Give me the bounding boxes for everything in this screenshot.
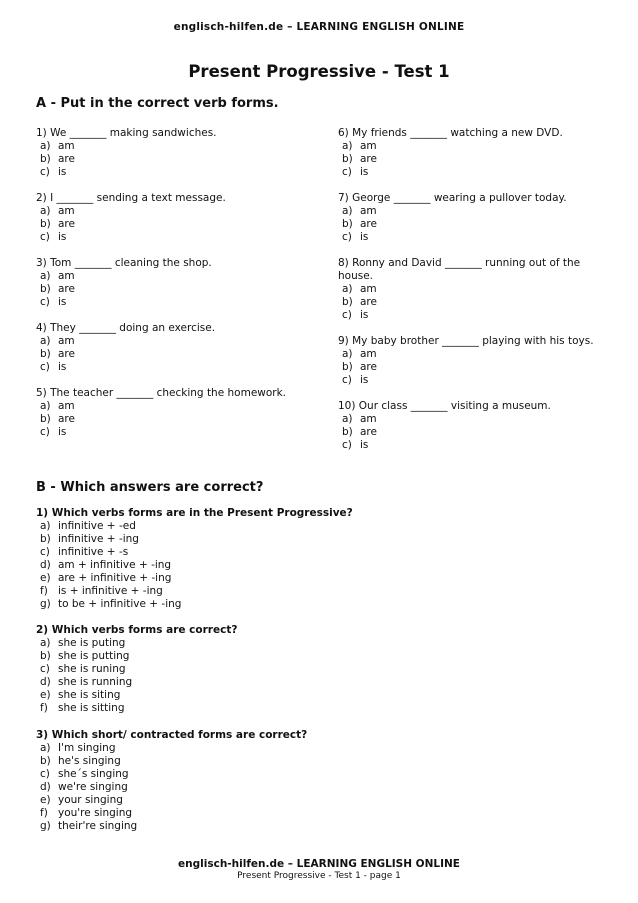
- answer-option[interactable]: [36, 781, 596, 794]
- answer-option[interactable]: [36, 663, 596, 676]
- option-letter: b): [40, 533, 51, 545]
- question-item: [338, 192, 604, 244]
- option-text: she is sitting: [58, 702, 125, 714]
- option-text: is: [58, 231, 67, 243]
- answer-option[interactable]: [36, 807, 596, 820]
- answer-option[interactable]: [36, 153, 311, 166]
- option-letter: a): [342, 283, 353, 295]
- page-header: englisch-hilfen.de – LEARNING ENGLISH ONLINE: [173, 21, 465, 33]
- section-b-question-3: [36, 729, 596, 833]
- option-letter: e): [40, 572, 51, 584]
- answer-option[interactable]: [338, 231, 604, 244]
- option-letter: d): [40, 559, 51, 571]
- option-text: am: [360, 205, 377, 217]
- option-letter: a): [40, 742, 51, 754]
- answer-option[interactable]: [338, 296, 604, 309]
- answer-option[interactable]: [36, 348, 311, 361]
- footer-page-info: Present Progressive - Test 1 - page 1: [237, 871, 401, 881]
- option-text: are: [58, 413, 75, 425]
- section-b-question-2: [36, 624, 596, 715]
- option-letter: b): [40, 348, 51, 360]
- answer-option[interactable]: [36, 533, 596, 546]
- option-letter: d): [40, 781, 51, 793]
- question-text: 1) Which verbs forms are in the Present Progressive?: [36, 507, 353, 519]
- section-b-question-1: [36, 507, 596, 611]
- option-text: are + infinitive + -ing: [58, 572, 172, 584]
- option-text: are: [58, 283, 75, 295]
- answer-option[interactable]: [338, 205, 604, 218]
- page-title: Present Progressive - Test 1: [188, 62, 450, 81]
- answer-option[interactable]: [36, 572, 596, 585]
- answer-option[interactable]: [36, 520, 596, 533]
- answer-option[interactable]: [36, 166, 311, 179]
- option-text: are: [360, 426, 377, 438]
- question-item: [36, 322, 311, 374]
- answer-option[interactable]: [338, 166, 604, 179]
- option-letter: c): [40, 426, 50, 438]
- option-letter: b): [342, 361, 353, 373]
- question-text: 2) Which verbs forms are correct?: [36, 624, 238, 636]
- option-letter: a): [40, 140, 51, 152]
- option-text: infinitive + -s: [58, 546, 129, 558]
- option-text: are: [360, 218, 377, 230]
- option-letter: b): [40, 218, 51, 230]
- answer-option[interactable]: [338, 426, 604, 439]
- option-letter: b): [40, 755, 51, 767]
- answer-option[interactable]: [338, 361, 604, 374]
- option-letter: b): [40, 283, 51, 295]
- answer-option[interactable]: [36, 140, 311, 153]
- option-letter: c): [342, 374, 352, 386]
- footer-site: englisch-hilfen.de – LEARNING ENGLISH ONLINE: [178, 858, 460, 870]
- option-text: is: [58, 361, 67, 373]
- option-text: your singing: [58, 794, 123, 806]
- option-text: are: [58, 218, 75, 230]
- option-letter: g): [40, 598, 51, 610]
- option-letter: c): [40, 166, 50, 178]
- option-letter: e): [40, 689, 51, 701]
- answer-option[interactable]: [36, 546, 596, 559]
- option-text: am: [360, 413, 377, 425]
- question-text: 5) The teacher _______ checking the homework.: [36, 387, 287, 399]
- page-footer: [0, 858, 638, 881]
- option-text: are: [360, 153, 377, 165]
- option-letter: f): [40, 585, 48, 597]
- option-text: are: [360, 361, 377, 373]
- answer-option[interactable]: [36, 335, 311, 348]
- answer-option[interactable]: [36, 559, 596, 572]
- option-letter: g): [40, 820, 51, 832]
- answer-option[interactable]: [36, 361, 311, 374]
- option-text: she´s singing: [58, 768, 129, 780]
- option-letter: a): [342, 205, 353, 217]
- question-text: 10) Our class _______ visiting a museum.: [338, 400, 551, 412]
- answer-option[interactable]: [338, 374, 604, 387]
- option-text: to be + infinitive + -ing: [58, 598, 182, 610]
- option-text: she is siting: [58, 689, 121, 701]
- option-text: is: [58, 426, 67, 438]
- option-letter: b): [40, 153, 51, 165]
- option-letter: c): [40, 361, 50, 373]
- answer-option[interactable]: [338, 439, 604, 452]
- question-text: 4) They _______ doing an exercise.: [36, 322, 216, 334]
- option-letter: a): [342, 348, 353, 360]
- option-letter: b): [40, 413, 51, 425]
- answer-option[interactable]: [36, 296, 311, 309]
- answer-option[interactable]: [36, 270, 311, 283]
- option-letter: a): [40, 520, 51, 532]
- option-text: am: [360, 348, 377, 360]
- option-text: am: [58, 270, 75, 282]
- answer-option[interactable]: [338, 309, 604, 322]
- answer-option[interactable]: [36, 400, 311, 413]
- answer-option[interactable]: [338, 283, 604, 296]
- answer-option[interactable]: [36, 702, 596, 715]
- option-text: am: [58, 205, 75, 217]
- question-item: [36, 192, 311, 244]
- option-text: infinitive + -ed: [58, 520, 136, 532]
- option-letter: d): [40, 676, 51, 688]
- answer-option[interactable]: [338, 140, 604, 153]
- option-text: is: [360, 374, 369, 386]
- answer-option[interactable]: [36, 637, 596, 650]
- option-text: is: [360, 166, 369, 178]
- answer-option[interactable]: [338, 218, 604, 231]
- option-text: am: [58, 140, 75, 152]
- option-letter: c): [342, 231, 352, 243]
- answer-option[interactable]: [36, 689, 596, 702]
- answer-option[interactable]: [36, 650, 596, 663]
- question-item: [338, 335, 604, 387]
- option-letter: b): [40, 650, 51, 662]
- answer-option[interactable]: [338, 153, 604, 166]
- option-letter: c): [342, 439, 352, 451]
- option-letter: b): [342, 153, 353, 165]
- option-letter: c): [40, 546, 50, 558]
- answer-option[interactable]: [36, 426, 311, 439]
- option-letter: b): [342, 218, 353, 230]
- question-item: [338, 127, 604, 179]
- question-item: [36, 257, 311, 309]
- option-text: she is running: [58, 676, 133, 688]
- answer-option[interactable]: [36, 283, 311, 296]
- answer-option[interactable]: [36, 218, 311, 231]
- option-letter: a): [40, 205, 51, 217]
- answer-option[interactable]: [36, 755, 596, 768]
- option-text: are: [58, 153, 75, 165]
- question-text: 1) We _______ making sandwiches.: [36, 127, 217, 139]
- question-text: 6) My friends _______ watching a new DVD.: [338, 127, 563, 139]
- option-letter: c): [40, 296, 50, 308]
- option-text: am: [360, 140, 377, 152]
- option-letter: f): [40, 702, 48, 714]
- answer-option[interactable]: [36, 768, 596, 781]
- option-text: is: [58, 166, 67, 178]
- option-text: is: [58, 296, 67, 308]
- section-a-heading: A - Put in the correct verb forms.: [36, 96, 279, 111]
- answer-option[interactable]: [36, 598, 596, 611]
- option-text: she is runing: [58, 663, 126, 675]
- option-text: are: [58, 348, 75, 360]
- option-letter: e): [40, 794, 51, 806]
- answer-option[interactable]: [36, 585, 596, 598]
- question-text: 2) I _______ sending a text message.: [36, 192, 226, 204]
- answer-option[interactable]: [338, 413, 604, 426]
- question-text: 3) Which short/ contracted forms are correct?: [36, 729, 308, 741]
- question-item: [36, 387, 311, 439]
- option-text: am: [58, 400, 75, 412]
- option-text: infinitive + -ing: [58, 533, 139, 545]
- question-text: 8) Ronny and David _______ running out of the house.: [338, 257, 581, 282]
- question-item: [36, 127, 311, 179]
- option-text: is: [360, 309, 369, 321]
- option-letter: c): [40, 768, 50, 780]
- option-text: are: [360, 296, 377, 308]
- option-text: is + infinitive + -ing: [58, 585, 163, 597]
- section-b-heading: B - Which answers are correct?: [36, 480, 264, 495]
- option-letter: a): [40, 270, 51, 282]
- option-text: you're singing: [58, 807, 133, 819]
- option-letter: a): [40, 335, 51, 347]
- answer-option[interactable]: [338, 348, 604, 361]
- option-text: is: [360, 439, 369, 451]
- option-letter: c): [342, 309, 352, 321]
- option-text: he's singing: [58, 755, 121, 767]
- option-text: she is puting: [58, 637, 126, 649]
- option-text: we're singing: [58, 781, 128, 793]
- option-text: is: [360, 231, 369, 243]
- question-text: 7) George _______ wearing a pullover today.: [338, 192, 567, 204]
- answer-option[interactable]: [36, 820, 596, 833]
- option-letter: c): [342, 166, 352, 178]
- option-text: I'm singing: [58, 742, 116, 754]
- option-letter: f): [40, 807, 48, 819]
- option-text: she is putting: [58, 650, 130, 662]
- option-letter: a): [342, 140, 353, 152]
- answer-option[interactable]: [36, 742, 596, 755]
- question-text: 3) Tom _______ cleaning the shop.: [36, 257, 212, 269]
- section-a-right-column: [338, 127, 604, 465]
- option-text: their're singing: [58, 820, 138, 832]
- answer-option[interactable]: [36, 205, 311, 218]
- option-letter: b): [342, 296, 353, 308]
- option-text: am: [58, 335, 75, 347]
- answer-option[interactable]: [36, 794, 596, 807]
- answer-option[interactable]: [36, 676, 596, 689]
- option-letter: c): [40, 663, 50, 675]
- question-item: [338, 257, 604, 322]
- option-text: am: [360, 283, 377, 295]
- option-letter: a): [40, 637, 51, 649]
- question-text: 9) My baby brother _______ playing with his toys.: [338, 335, 594, 347]
- option-letter: a): [40, 400, 51, 412]
- question-item: [338, 400, 604, 452]
- option-letter: b): [342, 426, 353, 438]
- answer-option[interactable]: [36, 413, 311, 426]
- option-letter: c): [40, 231, 50, 243]
- option-letter: a): [342, 413, 353, 425]
- answer-option[interactable]: [36, 231, 311, 244]
- option-text: am + infinitive + -ing: [58, 559, 172, 571]
- section-a-left-column: [36, 127, 311, 452]
